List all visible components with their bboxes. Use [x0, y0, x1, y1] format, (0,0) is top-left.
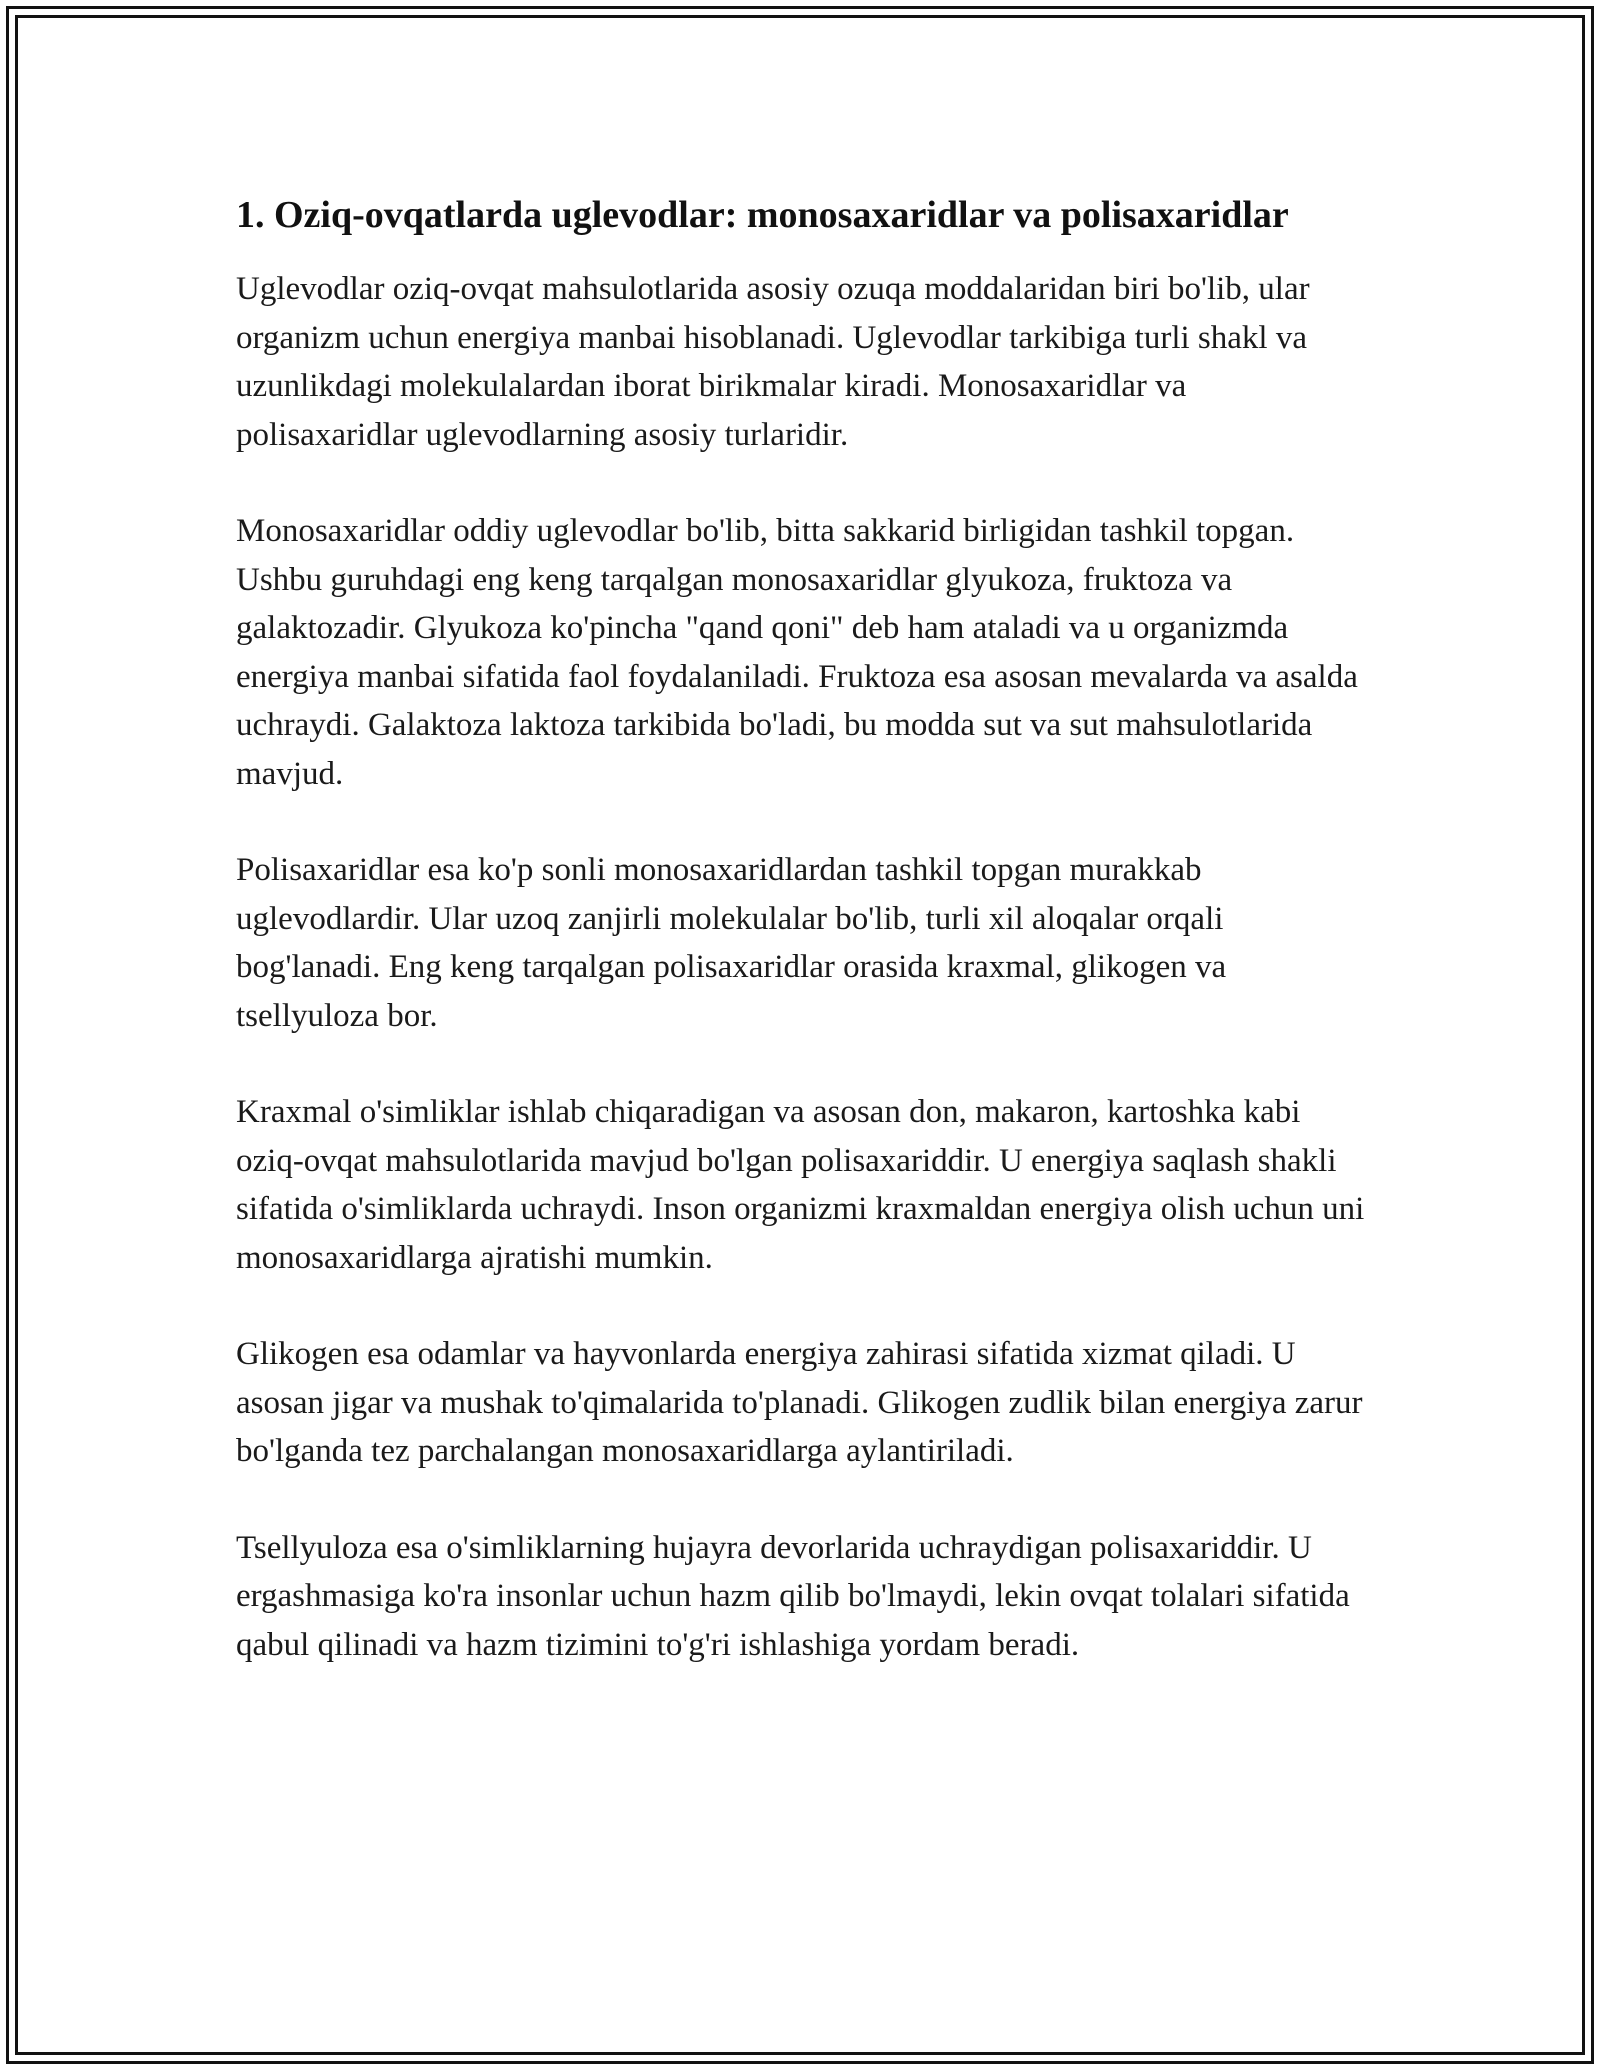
paragraph-carbohydrates-intro: Uglevodlar oziq-ovqat mahsulotlarida asosiy ozuqa moddalaridan biri bo'lib, ular organizm uchun energiya manbai hisoblanadi. Uglevodlar tarkibiga turli shakl va uzunlikdagi molekulalardan iborat birikmalar kiradi. Monosaxaridlar va polisaxaridlar uglevodlarning asosiy turlaridir. — [236, 271, 1310, 453]
paragraph-cellulose: Tsellyuloza esa o'simliklarning hujayra devorlarida uchraydigan polisaxariddir. U ergashmasiga ko'ra insonlar uchun hazm qilib bo'lmaydi, lekin ovqat tolalari sifatida qabul qilinadi va hazm tizimini to'g'ri ishlashiga yordam beradi. — [236, 1529, 1350, 1663]
document-body — [236, 188, 1366, 1717]
paragraph-polysaccharides: Polisaxaridlar esa ko'p sonli monosaxaridlardan tashkil topgan murakkab uglevodlardir. Ular uzoq zanjirli molekulalar bo'lib, turli xil aloqalar orqali bog'lanadi. Eng keng tarqalgan polisaxaridlar orasida kraxmal, glikogen va tsellyuloza bor. — [236, 852, 1227, 1034]
section-heading: 1. Oziq-ovqatlarda uglevodlar: monosaxaridlar va polisaxaridlar — [236, 194, 1289, 236]
paragraph-starch: Kraxmal o'simliklar ishlab chiqaradigan va asosan don, makaron, kartoshka kabi oziq-ovqat mahsulotlarida mavjud bo'lgan polisaxariddir. U energiya saqlash shakli sifatida o'simliklarda uchraydi. Inson organizmi kraxmaldan energiya olish uchun uni monosaxaridlarga ajratishi mumkin. — [236, 1094, 1365, 1276]
paragraph-monosaccharides: Monosaxaridlar oddiy uglevodlar bo'lib, bitta sakkarid birligidan tashkil topgan. Ushbu guruhdagi eng keng tarqalgan monosaxaridlar glyukoza, fruktoza va galaktozadir. Glyukoza ko'pincha "qand qoni" deb ham ataladi va u organizmda energiya manbai sifatida faol foydalaniladi. Fruktoza esa asosan mevalarda va asalda uchraydi. Galaktoza laktoza tarkibida bo'ladi, bu modda sut va sut mahsulotlarida mavjud. — [236, 513, 1358, 792]
paragraph-glycogen: Glikogen esa odamlar va hayvonlarda energiya zahirasi sifatida xizmat qiladi. U asosan jigar va mushak to'qimalarida to'planadi. Glikogen zudlik bilan energiya zarur bo'lganda tez parchalangan monosaxaridlarga aylantiriladi. — [236, 1336, 1363, 1469]
